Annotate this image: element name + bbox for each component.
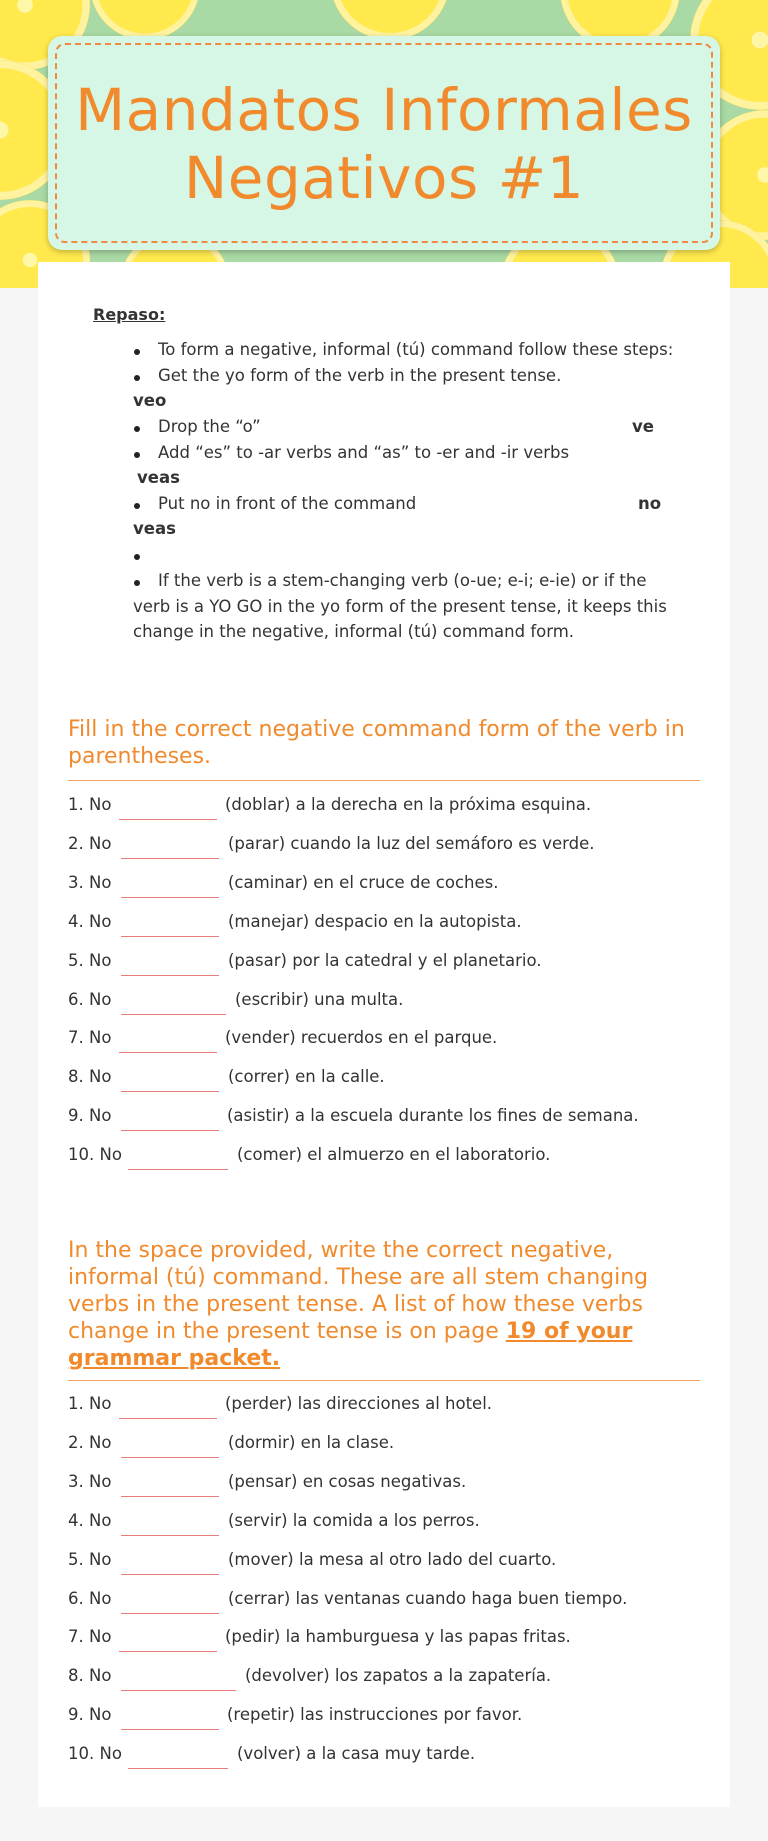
question-number: 4. No [68,911,112,931]
section1-heading-line: parentheses. [68,744,212,769]
answer-blank[interactable] [121,1014,226,1015]
answer-blank[interactable] [121,975,219,976]
answer-blank[interactable] [121,1130,219,1131]
section2-divider [68,1380,700,1381]
page-title [48,76,720,212]
repaso-heading: Repaso: [93,305,166,324]
title-line-1: Mandatos Informales [75,76,693,144]
repaso-example: veas [133,519,176,538]
answer-blank[interactable] [121,1729,219,1730]
grammar-packet-link[interactable]: grammar packet. [68,1346,281,1371]
question-number: 4. No [68,1510,112,1530]
repaso-text: verb is a YO GO in the yo form of the present tense, it keeps this [133,597,667,616]
repaso-example: ve [632,417,654,436]
answer-blank[interactable] [128,1768,228,1769]
grammar-packet-link[interactable]: 19 of your [505,1319,633,1344]
question-number: 6. No [68,1588,112,1608]
question-number: 3. No [68,872,112,892]
title-line-2: Negativos #1 [183,144,585,212]
repaso-example: no [638,494,662,513]
question-text: (doblar) a la derecha en la próxima esquina. [225,795,592,814]
answer-blank[interactable] [119,819,217,820]
question-text: (parar) cuando la luz del semáforo es verde. [228,833,595,853]
question-text: (devolver) los zapatos a la zapatería. [245,1666,552,1686]
question-number: 5. No [68,950,112,970]
question-number: 7. No [68,1627,112,1647]
question-number: 8. No [68,1666,112,1686]
question-number: 9. No [68,1705,112,1725]
answer-blank[interactable] [121,1574,219,1575]
question-text: (cerrar) las ventanas cuando haga buen tiempo. [228,1588,628,1608]
question-number: 1. No [68,795,112,814]
answer-blank[interactable] [121,858,219,859]
section1-heading [68,716,708,770]
repaso-bullet: Get the yo form of the verb in the present tense. [158,366,562,385]
question-number: 1. No [68,1394,112,1413]
question-number: 2. No [68,833,112,853]
question-text: (pensar) en cosas negativas. [228,1471,467,1491]
question-number: 5. No [68,1549,112,1569]
question-text: (escribir) una multa. [235,989,404,1009]
answer-blank[interactable] [121,1535,219,1536]
question-text: (comer) el almuerzo en el laboratorio. [237,1145,551,1165]
question-number: 6. No [68,989,112,1009]
section2-heading-line: In the space provided, write the correct negative, [68,1238,614,1263]
question-text: (caminar) en el cruce de coches. [228,872,499,892]
question-number: 3. No [68,1471,112,1491]
answer-blank[interactable] [119,1052,217,1053]
section2-heading [68,1237,708,1372]
section2-heading-line: informal (tú) command. These are all stem changing [68,1265,649,1290]
answer-blank[interactable] [119,1418,217,1419]
repaso-bullet: Drop the “o” [158,417,261,436]
answer-blank[interactable] [121,897,219,898]
section2-heading-line [68,1318,708,1345]
section2-heading-text: change in the present tense is on page [68,1319,506,1344]
question-text: (perder) las direcciones al hotel. [225,1394,493,1413]
repaso-bullet: Add “es” to -ar verbs and “as” to -er and -ir verbs [158,443,570,462]
repaso-text: change in the negative, informal (tú) command form. [133,622,575,641]
question-text: (pedir) la hamburguesa y las papas fritas. [225,1627,571,1647]
lemon-slice-decoration [330,0,450,40]
question-text: (repetir) las instrucciones por favor. [227,1705,523,1725]
repaso-bullet: If the verb is a stem-changing verb (o-ue; e-i; e-ie) or if the [158,571,647,590]
answer-blank[interactable] [121,936,219,937]
answer-blank[interactable] [121,1613,219,1614]
question-number: 10. No [68,1744,122,1764]
question-text: (mover) la mesa al otro lado del cuarto. [228,1549,557,1569]
question-number: 9. No [68,1106,112,1126]
section1-divider [68,780,700,781]
section2-heading-line: verbs in the present tense. A list of how these verbs [68,1292,643,1317]
answer-blank[interactable] [119,1651,217,1652]
repaso-bullet: Put no in front of the command [158,494,417,513]
question-text: (servir) la comida a los perros. [228,1510,480,1530]
repaso-bullet: To form a negative, informal (tú) command follow these steps: [158,340,674,359]
question-text: (correr) en la calle. [228,1067,385,1087]
answer-blank[interactable] [121,1091,219,1092]
question-number: 2. No [68,1432,112,1452]
answer-blank[interactable] [121,1690,236,1691]
question-text: (manejar) despacio en la autopista. [228,911,522,931]
lemon-slice-decoration [90,0,200,40]
question-text: (pasar) por la catedral y el planetario. [228,950,542,970]
answer-blank[interactable] [121,1457,219,1458]
question-text: (asistir) a la escuela durante los fines de semana. [227,1106,639,1126]
section1-heading-line: Fill in the correct negative command form of the verb in [68,717,685,742]
section2-heading-line [68,1345,708,1372]
header-banner [0,0,768,288]
question-text: (dormir) en la clase. [228,1432,395,1452]
answer-blank[interactable] [121,1496,219,1497]
repaso-example: veo [133,391,167,410]
question-number: 8. No [68,1067,112,1087]
title-card [48,36,720,250]
question-text: (vender) recuerdos en el parque. [225,1028,498,1048]
question-number: 7. No [68,1028,112,1048]
answer-blank[interactable] [128,1169,228,1170]
question-number: 10. No [68,1145,122,1165]
question-text: (volver) a la casa muy tarde. [237,1744,476,1764]
repaso-example: veas [137,468,180,487]
